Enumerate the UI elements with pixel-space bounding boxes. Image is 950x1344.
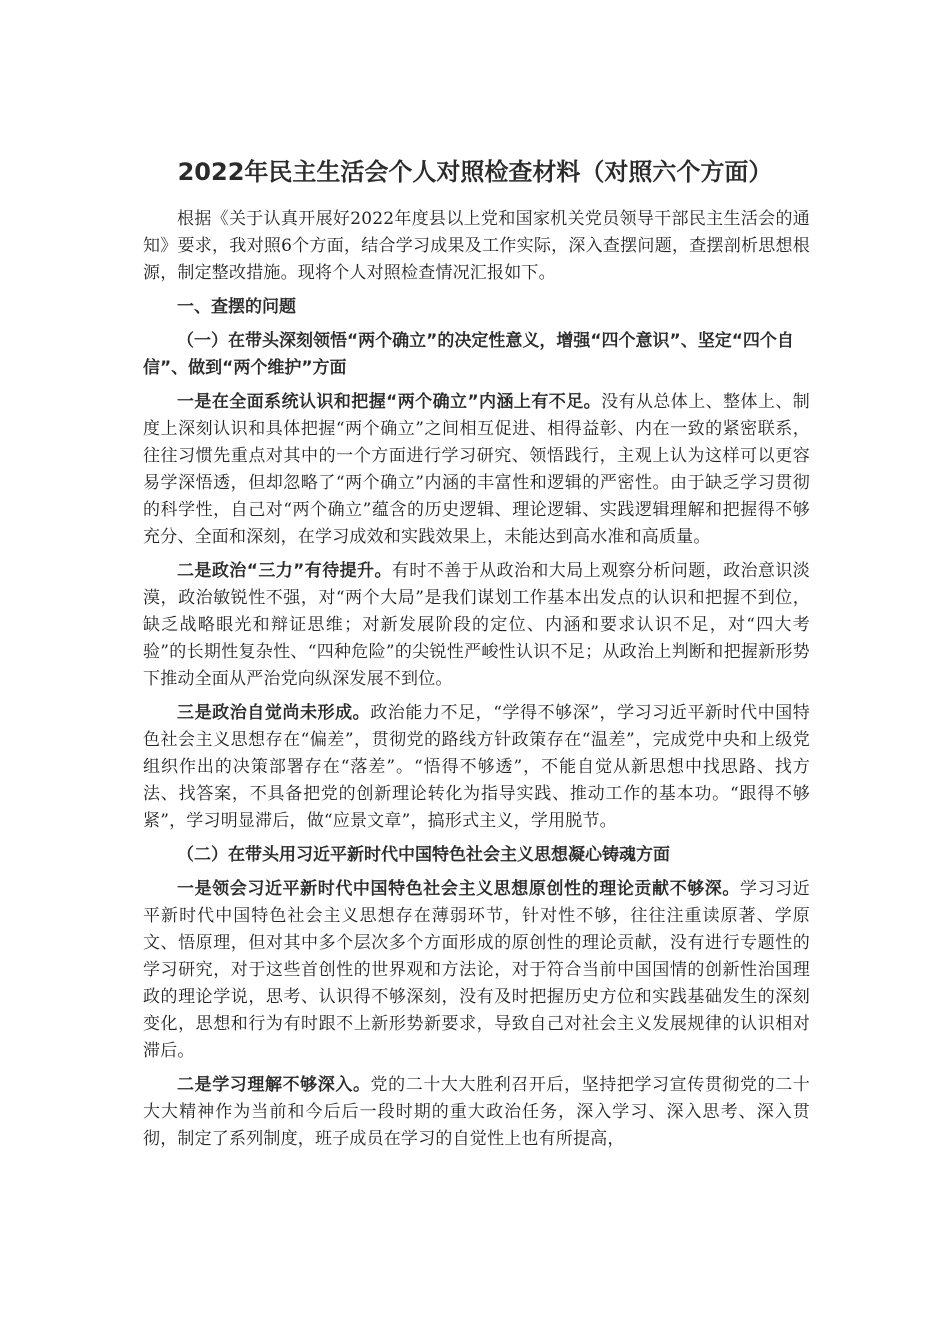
document-body	[143, 206, 810, 1160]
section-heading-problems: 一、查摆的问题	[177, 297, 296, 317]
paragraph-2-1	[143, 876, 810, 1065]
paragraph-text: 党的二十大大胜利召开后，坚持把学习宣传贯彻党的二十大大精神作为当前和今后后一段时期的重大政治任务，深入学习、深入思考、深入贯彻，制定了系列制度，班子成员在学习的自觉性上也有所提高，	[143, 1075, 811, 1149]
paragraph-1-2	[143, 558, 810, 693]
paragraph-lead: 二是学习理解不够深入。	[177, 1075, 371, 1095]
paragraph-2-2	[143, 1072, 810, 1153]
subsection-heading-1: （一）在带头深刻领悟“两个确立”的决定性意义，增强“四个意识”、坚定“四个自信”、做到“两个维护”方面	[143, 331, 794, 378]
intro-paragraph: 根据《关于认真开展好2022年度县以上党和国家机关党员领导干部民主生活会的通知》要求，我对照6个方面，结合学习成果及工作实际，深入查摆问题，查摆剖析思想根源，制定整改措施。现将个人对照检查情况汇报如下。	[143, 209, 810, 283]
paragraph-1-1	[143, 389, 810, 551]
subsection-heading-2: （二）在带头用习近平新时代中国特色社会主义思想凝心铸魂方面	[177, 845, 670, 865]
document-title: 2022年民主生活会个人对照检查材料（对照六个方面）	[177, 158, 773, 186]
paragraph-lead: 一是在全面系统认识和把握“两个确立”内涵上有不足。	[177, 392, 602, 412]
paragraph-lead: 二是政治“三力”有待提升。	[177, 561, 392, 581]
paragraph-lead: 三是政治自觉尚未形成。	[177, 703, 371, 723]
paragraph-text: 政治能力不足，“学得不够深”，学习习近平新时代中国特色社会主义思想存在“偏差”，贯彻党的路线方针政策存在“温差”，完成党中央和上级党组织作出的决策部署存在“落差”。“悟得不够透”，不能自觉从新思想中找思路、找方法、找答案，不具备把党的创新理论转化为指导实践、推动工作的基本功。“跟得不够紧”，学习明显滞后，做“应景文章”，搞形式主义，学用脱节。	[143, 703, 810, 831]
paragraph-text: 学习习近平新时代中国特色社会主义思想存在薄弱环节，针对性不够，往往注重读原著、学原文、悟原理，但对其中多个层次多个方面形成的原创性的理论贡献，没有进行专题性的学习研究，对于这些首创性的世界观和方法论，对于符合当前中国国情的创新性治国理政的理论学说，思考、认识得不够深刻，没有及时把握历史方位和实践基础发生的深刻变化，思想和行为有时跟不上新形势新要求，导致自己对社会主义发展规律的认识相对滞后。	[143, 879, 810, 1061]
paragraph-lead: 一是领会习近平新时代中国特色社会主义思想原创性的理论贡献不够深。	[177, 879, 740, 899]
paragraph-text: 有时不善于从政治和大局上观察分析问题，政治意识淡漠，政治敏锐性不强，对“两个大局”是我们谋划工作基本出发点的认识和把握不到位，缺乏战略眼光和辩证思维；对新发展阶段的定位、内涵和要求认识不足，对“四大考验”的长期性复杂性、“四种危险”的尖锐性严峻性认识不足；从政治上判断和把握新形势下推动全面从严治党向纵深发展不到位。	[143, 561, 810, 689]
paragraph-1-3	[143, 700, 810, 835]
paragraph-text: 没有从总体上、整体上、制度上深刻认识和具体把握“两个确立”之间相互促进、相得益彰、内在一致的紧密联系，往往习惯先重点对其中的一个方面进行学习研究、领悟践行，主观上认为这样可以更容易学深悟透，但却忽略了“两个确立”内涵的丰富性和逻辑的严密性。由于缺乏学习贯彻的科学性，自己对“两个确立”蕴含的历史逻辑、理论逻辑、实践逻辑理解和把握得不够充分、全面和深刻，在学习成效和实践效果上，未能达到高水准和高质量。	[143, 392, 810, 547]
